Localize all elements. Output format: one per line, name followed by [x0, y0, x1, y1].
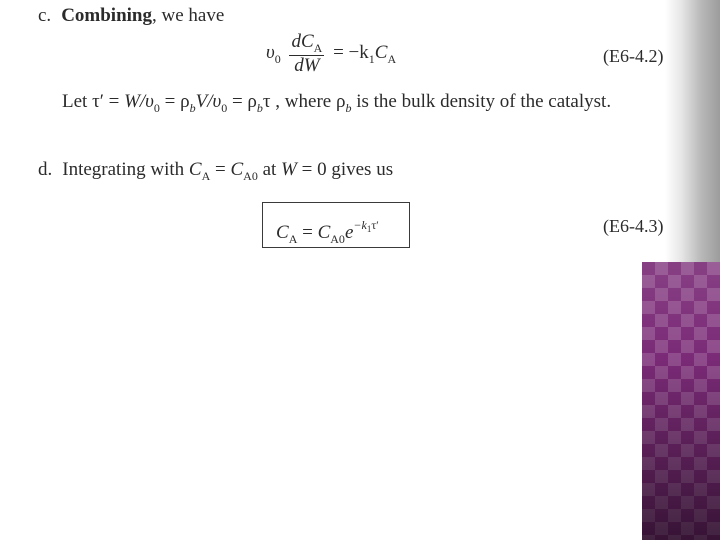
page-edge-shadow	[665, 0, 720, 262]
eq1-rhs: = −k	[333, 42, 369, 64]
step-d-at: at	[257, 159, 282, 180]
let-sub0: 0	[153, 101, 160, 115]
let-prefix: Let τ′ =	[62, 91, 125, 112]
step-d-w: W	[281, 159, 297, 180]
let-eq3: = ρ	[227, 91, 257, 112]
eq2-exponent	[353, 218, 378, 232]
eq1-v: υ	[266, 42, 275, 64]
eq2-exp: −k	[353, 218, 367, 232]
eq2-exp-sub: 1	[366, 224, 372, 234]
eq1-numerator-sub: A	[313, 41, 323, 55]
step-c-bold: Combining	[61, 5, 152, 26]
step-c-rest: , we have	[152, 5, 225, 26]
equation-e6-4-2	[266, 32, 396, 76]
eq2-lhs: C	[276, 222, 289, 243]
step-d-label: d.	[38, 159, 53, 180]
let-sub0b: 0	[221, 101, 228, 115]
step-c-label: c.	[38, 5, 52, 26]
let-line	[62, 92, 611, 114]
eq1-rhs-c-sub: A	[387, 52, 397, 67]
purple-accent-strip	[642, 262, 720, 540]
let-sub-b2: b	[256, 101, 263, 115]
step-c-line	[38, 6, 224, 25]
eq1-rhs-c: C	[374, 42, 388, 64]
eq2-lhs-sub: A	[288, 232, 298, 246]
eq1-denominator: dW	[294, 54, 320, 76]
let-tail: is the bulk density of the catalyst.	[351, 91, 612, 112]
eq2-rhs: C	[317, 222, 331, 243]
eq2-exp-tau: τ′	[371, 218, 379, 232]
eq1-v-sub: 0	[274, 52, 281, 67]
let-w-over-v: W/υ	[124, 91, 154, 112]
step-d-c: C	[188, 159, 202, 180]
boxed-equation-e6-4-3	[262, 202, 410, 248]
step-d-c0-sub: A0	[243, 169, 258, 183]
step-d-tail: = 0 gives us	[296, 159, 394, 180]
eq1-fraction	[289, 32, 324, 76]
eq2-e: e	[344, 222, 354, 243]
step-d-eq: =	[210, 159, 231, 180]
let-sub-b3: b	[345, 101, 352, 115]
let-v-over-v: V/υ	[195, 91, 222, 112]
step-d-text: Integrating with	[62, 159, 189, 180]
let-eq2: = ρ	[159, 91, 190, 112]
eq1-numerator: dC	[291, 31, 314, 52]
step-d-c-sub: A	[201, 169, 211, 183]
let-sub-b: b	[189, 101, 196, 115]
equation-number-e6-4-2: (E6-4.2)	[603, 46, 664, 66]
step-d-line	[38, 160, 393, 182]
step-d-c0: C	[230, 159, 244, 180]
eq2-eq: =	[297, 222, 318, 243]
let-tau-end: τ , where ρ	[262, 91, 346, 112]
equation-number-e6-4-3: (E6-4.3)	[603, 216, 664, 236]
eq2-rhs-sub: A0	[330, 232, 345, 246]
eq1-rhs-k-sub: 1	[368, 52, 375, 67]
